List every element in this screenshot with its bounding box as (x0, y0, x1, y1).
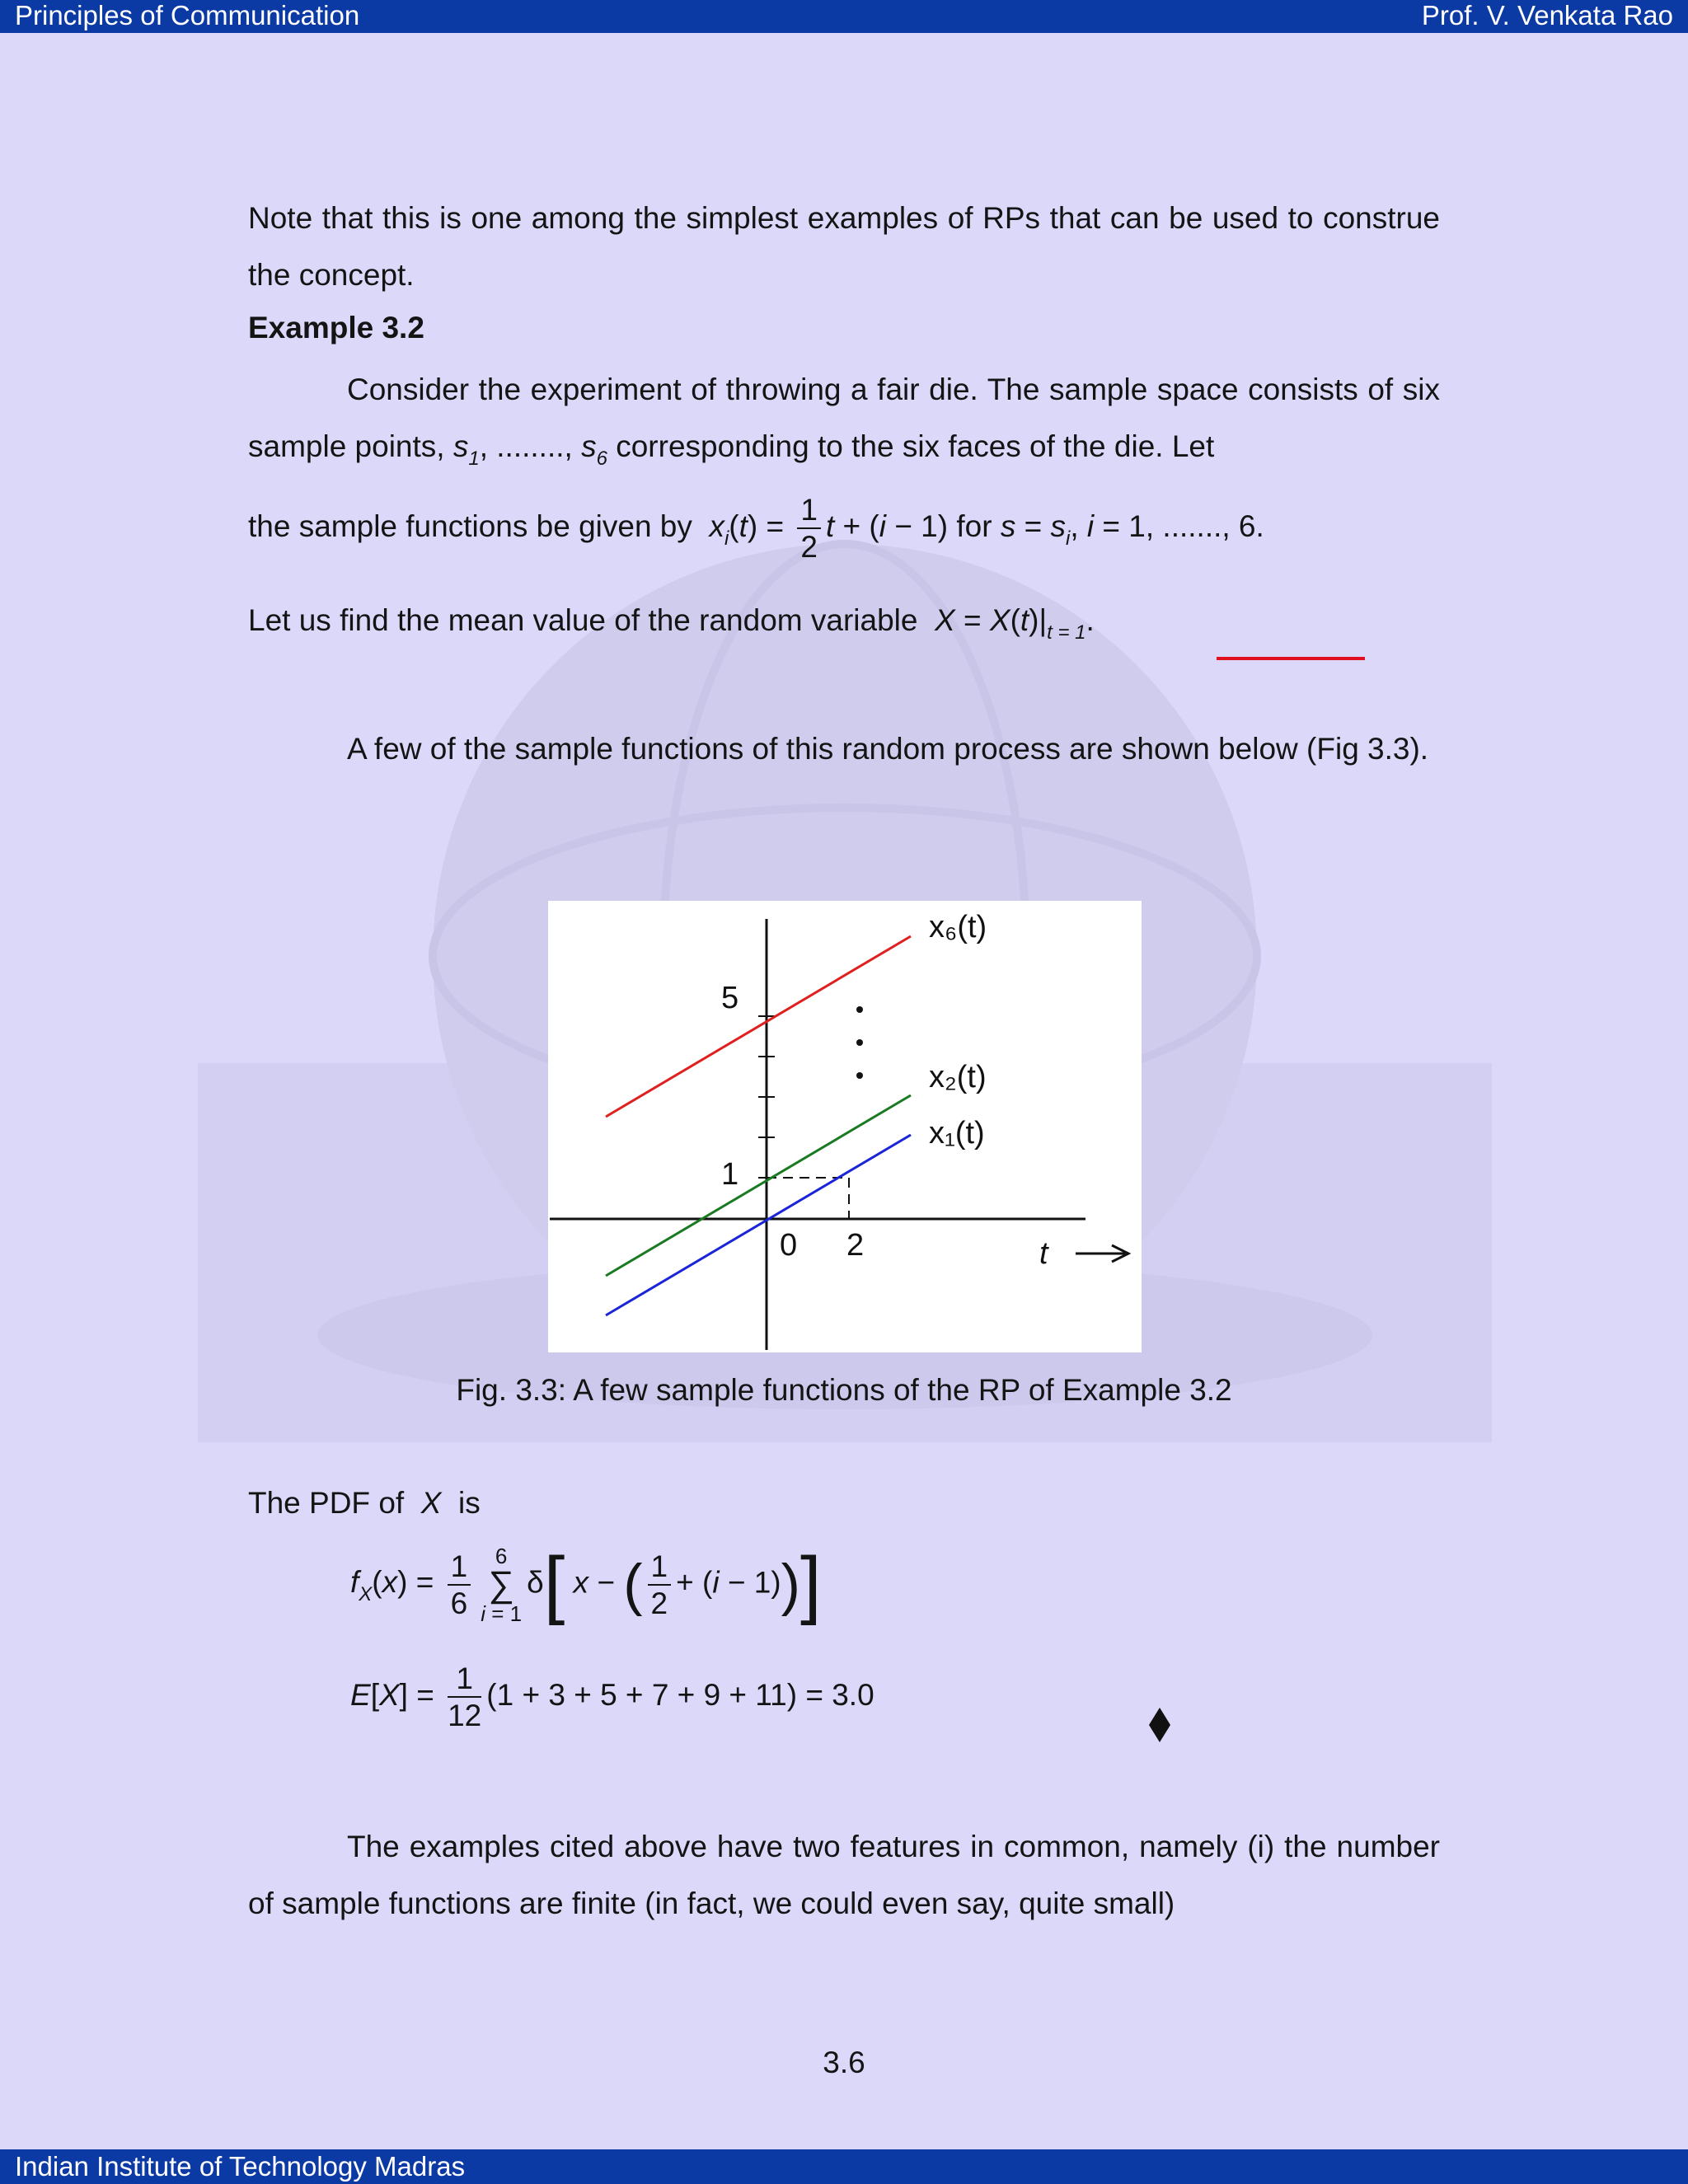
pdf-equation: $f_X(x)$ = $\frac{1}{6}$ 6 ∑ i = 1 δ[ x − ( $\frac{1}{2}$ + (i − 1))] (350, 1542, 822, 1626)
paragraph-features: The examples cited above have two features in common, namely (i) the number of sample functions are finite (in fact, we could even say, quite small) (248, 1830, 1440, 1920)
tick-label-5: 5 (721, 981, 739, 1015)
sample-point-math: $s_1$, ........, $s_6$ (452, 429, 607, 470)
pdf-intro-text-b: is (458, 1486, 481, 1520)
paragraph-example-text-a: Consider the experiment of throwing a fair die. The sample space consists of six sample points, (248, 373, 1440, 463)
end-of-example-diamond-icon (1149, 1708, 1170, 1742)
series-x2-line (606, 1095, 911, 1276)
ellipsis-dot (856, 1072, 863, 1079)
paragraph-example-text-b: corresponding to the six faces of the die. Let (607, 429, 1215, 463)
institution-name: Indian Institute of Technology Madras (15, 2151, 466, 2182)
pdf-intro-line (248, 1486, 1440, 1521)
pdf-variable-math: X (412, 1486, 450, 1520)
sample-function-condition: $s = s_i$, i = 1, ......., 6. (1000, 509, 1264, 550)
sample-function-equation: $x_i(t)$ = $\frac{1}{2}$ t + (i − 1) (701, 493, 949, 564)
course-title: Principles of Communication (15, 0, 360, 30)
paragraph-example (248, 361, 1440, 487)
ellipsis-dot (856, 1006, 863, 1013)
series-x1-line (606, 1135, 911, 1315)
sample-functions-plot (548, 901, 1142, 1352)
label-x6: x₆(t) (929, 910, 987, 944)
page-number: 3.6 (823, 2046, 865, 2079)
paragraph-intro: Note that this is one among the simplest examples of RPs that can be used to construe the concept. (248, 201, 1440, 292)
paragraph-figure-intro: A few of the sample functions of this random process are shown below (Fig 3.3). (347, 732, 1429, 766)
red-underline-mark (1217, 657, 1365, 660)
series-x6-line (606, 936, 911, 1117)
tick-label-1: 1 (721, 1157, 739, 1192)
sample-function-line (248, 494, 1440, 585)
label-x2: x₂(t) (929, 1060, 987, 1094)
tick-label-2: 2 (846, 1228, 865, 1263)
sample-function-lead: the sample functions be given by (248, 509, 692, 543)
tick-label-0: 0 (780, 1228, 798, 1263)
page-header (0, 0, 1688, 33)
ellipsis-dot (856, 1039, 863, 1046)
mean-question-line (248, 603, 1440, 644)
figure-caption: Fig. 3.3: A few sample functions of the RP of Example 3.2 (456, 1373, 1232, 1407)
pdf-intro-text-a: The PDF of (248, 1486, 405, 1520)
sample-function-for: for (956, 509, 992, 543)
expectation-equation: E[X] = $\frac{1}{12}$ (1 + 3 + 5 + 7 + 9 + 11) = 3.0 (350, 1661, 874, 1732)
mean-question-text: Let us find the mean value of the random variable (248, 603, 918, 637)
label-x1: x₁(t) (929, 1116, 985, 1151)
author-name: Prof. V. Venkata Rao (1421, 0, 1673, 30)
axis-label-t: t (1039, 1236, 1048, 1271)
random-variable-math: $X = X(t)|_{t = 1}$. (926, 603, 1095, 644)
example-heading: Example 3.2 (248, 311, 424, 344)
figure-sample-functions (548, 901, 1142, 1352)
page-footer (0, 2149, 1688, 2184)
